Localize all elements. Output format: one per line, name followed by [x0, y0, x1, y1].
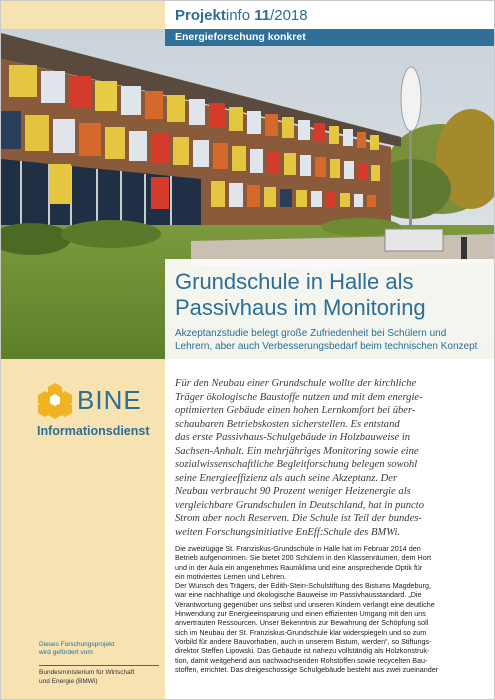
article-title-line2: Passivhaus im Monitoring [175, 295, 426, 320]
bine-brand-subtitle: Informationsdienst [37, 424, 150, 438]
intro-line: schaubaren Betriebskosten sicherstellen. Es entstand [175, 418, 400, 430]
intro-line: Träger ökologische Baustoffe nutzen und mit dem energie- [175, 391, 423, 403]
intro-line: optimierten Gebäude einen hohen Lernkomfort bei über- [175, 405, 416, 416]
body-line: Vorbild für andere Bauvorhaben, auch in unserem Bistum, werden“, so Stiftungs- [175, 636, 432, 646]
intro-line: Strom aber noch Reserven. Die Schule ist Teil der bundes- [175, 513, 422, 524]
series-bold: Projekt [175, 7, 226, 24]
category-label: Energieforschung konkret [175, 31, 306, 43]
body-line: und in der Aula ein angenehmes Raumklima und eine ansprechende Optik für [175, 562, 423, 572]
ministry-line1: Bundesministerium für Wirtschaft [39, 669, 135, 676]
issue-number: 11 [254, 7, 271, 24]
intro-paragraph [175, 377, 489, 539]
series-rest: info [225, 7, 255, 24]
bine-brand-name: BINE [77, 385, 142, 415]
body-line: war eine nachhaltige und ökologische Bauweise im Passivhausstandard. „Die [175, 590, 422, 600]
intro-line: vergleichbare Grundschulen in Deutschland, hat in puncto [175, 499, 425, 511]
article-title-line1: Grundschule in Halle als [175, 269, 414, 294]
body-text [175, 544, 489, 674]
body-line: ein motiviertes Lernen und Lehren. [175, 571, 287, 581]
intro-line: seine Energieeffizienz als auch seine Akzeptanz. Der [175, 472, 398, 484]
intro-line: sozialwissenschaftliche Begleitforschung belegen sowohl [175, 459, 418, 470]
issue-year: /2018 [270, 7, 308, 24]
body-line: direktor Steffen Lipowski. Das Gebäude ist nahezu vollständig als Holzkonstruk- [175, 646, 430, 656]
body-line: sich im Neubau der St. Franziskus-Grundschule klar widerspiegeln und so zum [175, 627, 427, 637]
intro-line: Für den Neubau einer Grundschule wollte der kirchliche [175, 378, 417, 389]
series-title [175, 7, 308, 24]
body-line: Der Wunsch des Trägers, der Edith-Stein-Schulstiftung des Bistums Magdeburg, [175, 581, 431, 591]
header-left-panel [1, 1, 165, 29]
intro-line: das erste Passivhaus-Schulgebäude in Holzbauweise in [175, 432, 411, 443]
funding-divider [39, 665, 159, 666]
category-band [165, 29, 494, 46]
intro-line: weiten Forschungsinitiative EnEff:Schule des BMWi. [175, 526, 401, 538]
article-subtitle: Akzeptanzstudie belegt große Zufriedenheit bei Schülern und Lehrern, aber auch Verbesserungsbedarf beim technischen Konzept [175, 328, 478, 352]
intro-line: Sachsen-Anhalt. Ein mehrjähriges Monitoring sowie eine [175, 445, 419, 457]
body-line: Hinwendung zur Energieeinsparung und einen effizienten Umgang mit den uns [175, 609, 426, 619]
body-line: Betrieb aufgenommen. Sie bietet 200 Schülern in den Klassenräumen, dem Hort [175, 553, 432, 563]
funding-note-line2: wird gefördert vom [39, 649, 93, 656]
ministry-line2: und Energie (BMWi) [39, 678, 98, 685]
body-line: anvertrauten Ressourcen. Unser Bekenntnis zur Bewahrung der Schöpfung soll [175, 618, 429, 628]
bine-logo-icon [35, 381, 75, 421]
body-line: stoffen, errichtet. Das dreigeschossige Schulgebäude besteht aus zwei zueinander [175, 664, 439, 674]
body-line: Verantwortung gegenüber uns selbst und unseren Kindern verlangt eine deutliche [175, 599, 435, 609]
intro-line: Neubau verbraucht 90 Prozent weniger Heizenergie als [175, 486, 411, 497]
funding-note-line1: Dieses Forschungsprojekt [39, 641, 115, 648]
body-line: Die zweizügige St. Franziskus-Grundschule in Halle hat im Februar 2014 den [175, 544, 421, 553]
body-line: tion, damit weitgehend aus nachwachsenden Rohstoffen sowie recycelten Bau- [175, 655, 428, 665]
